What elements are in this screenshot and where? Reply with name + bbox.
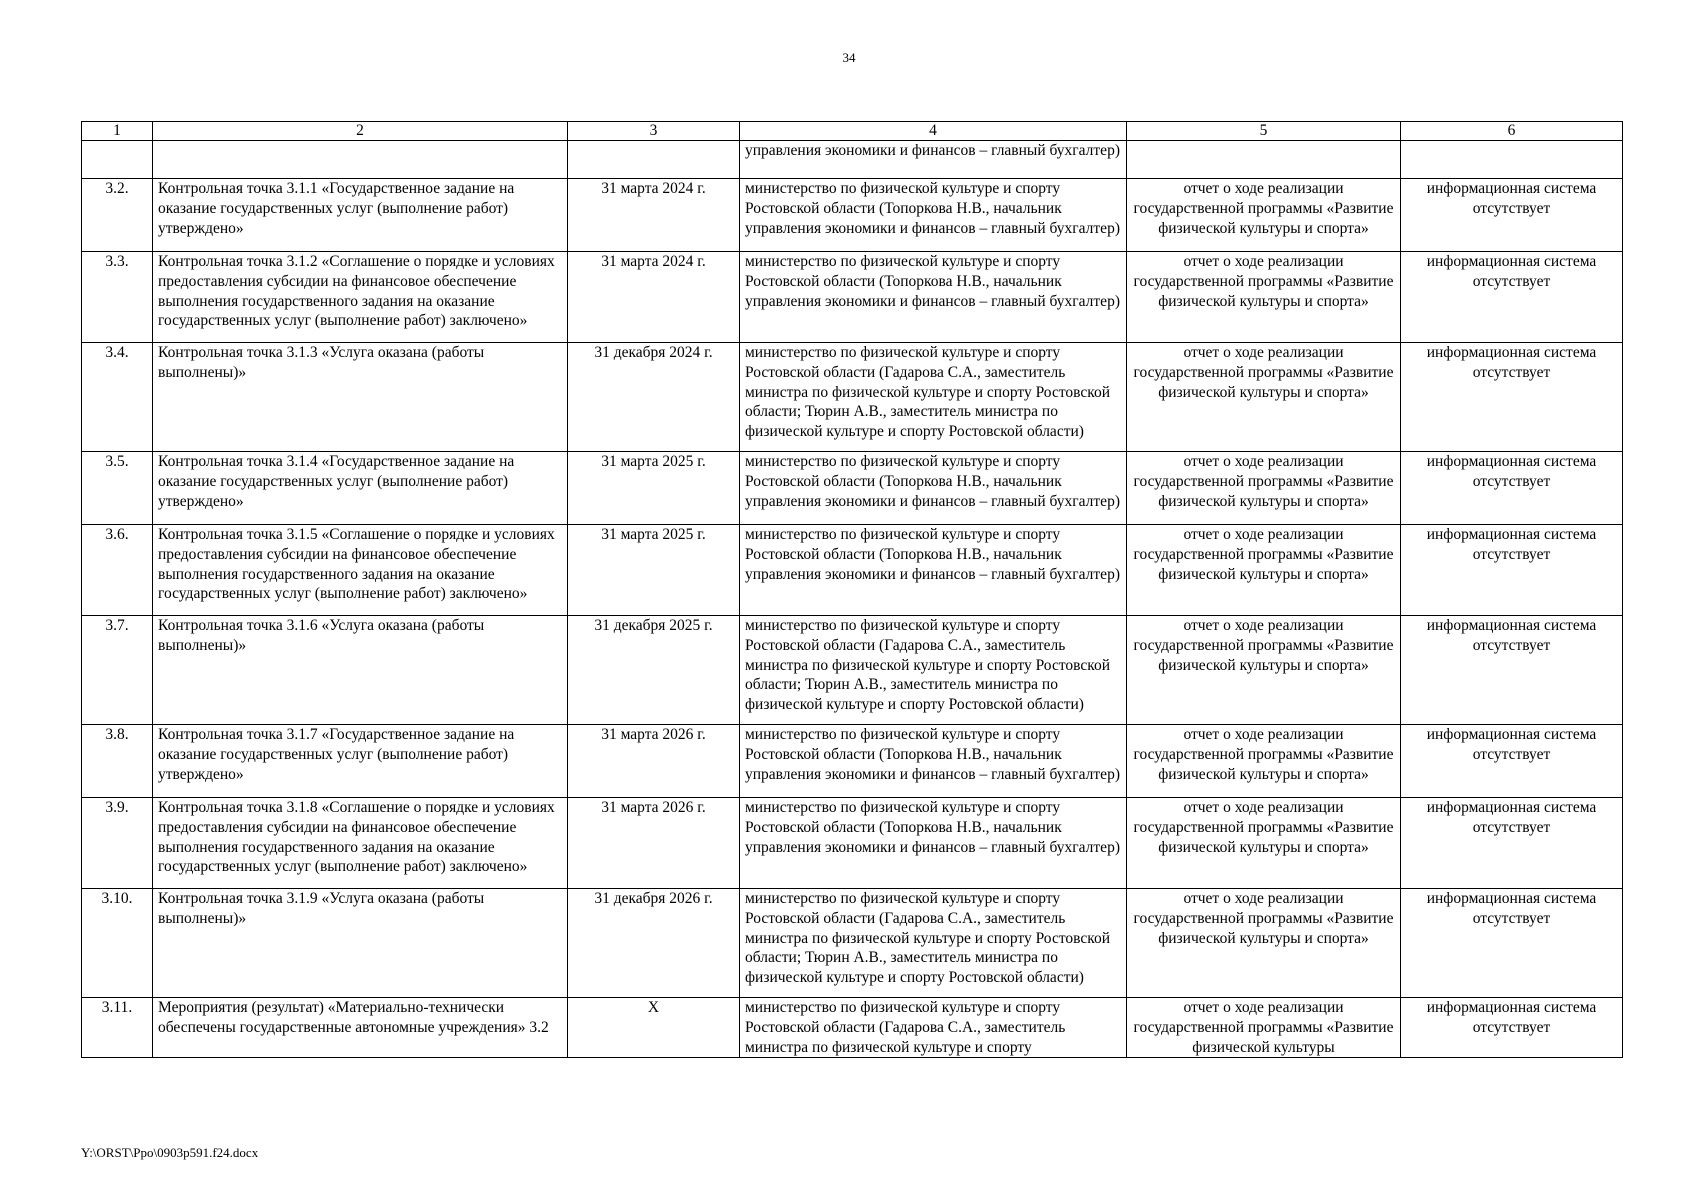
information-system-cell: информационная система отсутствует: [1401, 452, 1623, 525]
deadline-date-cell: 31 марта 2025 г.: [568, 525, 740, 616]
row-number-cell: 3.7.: [82, 616, 153, 725]
information-system-cell: [1401, 141, 1623, 179]
responsible-executor-cell: управления экономики и финансов – главный бухгалтер): [740, 141, 1127, 179]
row-number-cell: 3.5.: [82, 452, 153, 525]
row-number-cell: 3.4.: [82, 343, 153, 452]
event-name-cell: [153, 141, 568, 179]
responsible-executor-cell: министерство по физической культуре и спорту Ростовской области (Гадарова С.А., заместитель министра по физической культуре и спорту Ростовской области; Тюрин А.В., заместитель министра по физической культуре и спорту Ростовской области): [740, 616, 1127, 725]
row-number-cell: 3.6.: [82, 525, 153, 616]
confirming-document-cell: отчет о ходе реализации государственной программы «Развитие физической культуры и спорта»: [1127, 725, 1401, 798]
responsible-executor-cell: министерство по физической культуре и спорту Ростовской области (Топоркова Н.В., начальник управления экономики и финансов – главный бухгалтер): [740, 452, 1127, 525]
header-row: [82, 122, 1623, 141]
event-name-cell: Контрольная точка 3.1.8 «Соглашение о порядке и условиях предоставления субсидии на финансовое обеспечение выполнения государственного задания на оказание государственных услуг (выполнение работ) заключено»: [153, 798, 568, 889]
event-name-cell: Контрольная точка 3.1.2 «Соглашение о порядке и условиях предоставления субсидии на финансовое обеспечение выполнения государственного задания на оказание государственных услуг (выполнение работ) заключено»: [153, 252, 568, 343]
responsible-executor-cell: министерство по физической культуре и спорту Ростовской области (Гадарова С.А., заместитель министра по физической культуре и спорту Ростовской области; Тюрин А.В., заместитель министра по физической культуре и спорту Ростовской области): [740, 889, 1127, 998]
event-name-cell: Контрольная точка 3.1.4 «Государственное задание на оказание государственных услуг (выполнение работ) утверждено»: [153, 452, 568, 525]
information-system-cell: информационная система отсутствует: [1401, 725, 1623, 798]
event-name-cell: Контрольная точка 3.1.9 «Услуга оказана (работы выполнены)»: [153, 889, 568, 998]
responsible-executor-cell: министерство по физической культуре и спорту Ростовской области (Топоркова Н.В., начальник управления экономики и финансов – главный бухгалтер): [740, 798, 1127, 889]
header-cell: 6: [1401, 122, 1623, 141]
table-row: [82, 798, 1623, 889]
row-number-cell: 3.2.: [82, 179, 153, 252]
information-system-cell: информационная система отсутствует: [1401, 798, 1623, 889]
deadline-date-cell: 31 декабря 2024 г.: [568, 343, 740, 452]
table-row: [82, 998, 1623, 1058]
deadline-date-cell: 31 декабря 2025 г.: [568, 616, 740, 725]
deadline-date-cell: [568, 141, 740, 179]
information-system-cell: информационная система отсутствует: [1401, 889, 1623, 998]
header-cell: 2: [153, 122, 568, 141]
page-number: 34: [842, 50, 856, 65]
event-name-cell: Контрольная точка 3.1.5 «Соглашение о порядке и условиях предоставления субсидии на финансовое обеспечение выполнения государственного задания на оказание государственных услуг (выполнение работ) заключено»: [153, 525, 568, 616]
information-system-cell: информационная система отсутствует: [1401, 179, 1623, 252]
table-row: [82, 616, 1623, 725]
responsible-executor-cell: министерство по физической культуре и спорту Ростовской области (Гадарова С.А., заместитель министра по физической культуре и спорту Ростовской области; Тюрин А.В., заместитель министра по физической культуре и спорту Ростовской области): [740, 343, 1127, 452]
table-row: [82, 525, 1623, 616]
event-name-cell: Контрольная точка 3.1.1 «Государственное задание на оказание государственных услуг (выполнение работ) утверждено»: [153, 179, 568, 252]
deadline-date-cell: 31 марта 2026 г.: [568, 725, 740, 798]
confirming-document-cell: отчет о ходе реализации государственной программы «Развитие физической культуры и спорта»: [1127, 889, 1401, 998]
event-name-cell: Контрольная точка 3.1.3 «Услуга оказана (работы выполнены)»: [153, 343, 568, 452]
deadline-date-cell: 31 марта 2025 г.: [568, 452, 740, 525]
information-system-cell: информационная система отсутствует: [1401, 998, 1623, 1058]
confirming-document-cell: отчет о ходе реализации государственной программы «Развитие физической культуры: [1127, 998, 1401, 1058]
information-system-cell: информационная система отсутствует: [1401, 343, 1623, 452]
deadline-date-cell: 31 декабря 2026 г.: [568, 889, 740, 998]
footer-file-path: Y:\ORST\Ppo\0903p591.f24.docx: [81, 1145, 259, 1160]
event-name-cell: Контрольная точка 3.1.7 «Государственное задание на оказание государственных услуг (выполнение работ) утверждено»: [153, 725, 568, 798]
responsible-executor-cell: министерство по физической культуре и спорту Ростовской области (Топоркова Н.В., начальник управления экономики и финансов – главный бухгалтер): [740, 725, 1127, 798]
responsible-executor-cell: министерство по физической культуре и спорту Ростовской области (Топоркова Н.В., начальник управления экономики и финансов – главный бухгалтер): [740, 179, 1127, 252]
information-system-cell: информационная система отсутствует: [1401, 252, 1623, 343]
header-cell: 5: [1127, 122, 1401, 141]
header-cell: 4: [740, 122, 1127, 141]
table-row: [82, 889, 1623, 998]
table-body: [82, 141, 1623, 1058]
confirming-document-cell: [1127, 141, 1401, 179]
deadline-date-cell: Х: [568, 998, 740, 1058]
row-number-cell: 3.8.: [82, 725, 153, 798]
table-row: [82, 343, 1623, 452]
confirming-document-cell: отчет о ходе реализации государственной программы «Развитие физической культуры и спорта»: [1127, 252, 1401, 343]
information-system-cell: информационная система отсутствует: [1401, 616, 1623, 725]
event-name-cell: Мероприятия (результат) «Материально-технически обеспечены государственные автономные учреждения» 3.2: [153, 998, 568, 1058]
row-number-cell: 3.11.: [82, 998, 153, 1058]
table-row: [82, 452, 1623, 525]
header-cell: 1: [82, 122, 153, 141]
information-system-cell: информационная система отсутствует: [1401, 525, 1623, 616]
confirming-document-cell: отчет о ходе реализации государственной программы «Развитие физической культуры и спорта»: [1127, 179, 1401, 252]
row-number-cell: 3.10.: [82, 889, 153, 998]
responsible-executor-cell: министерство по физической культуре и спорту Ростовской области (Топоркова Н.В., начальник управления экономики и финансов – главный бухгалтер): [740, 252, 1127, 343]
table-row: [82, 725, 1623, 798]
table-row: [82, 141, 1623, 179]
table-row: [82, 252, 1623, 343]
row-number-cell: 3.9.: [82, 798, 153, 889]
plan-table: [81, 121, 1623, 1058]
row-number-cell: 3.3.: [82, 252, 153, 343]
confirming-document-cell: отчет о ходе реализации государственной программы «Развитие физической культуры и спорта»: [1127, 798, 1401, 889]
confirming-document-cell: отчет о ходе реализации государственной программы «Развитие физической культуры и спорта»: [1127, 343, 1401, 452]
deadline-date-cell: 31 марта 2024 г.: [568, 179, 740, 252]
responsible-executor-cell: министерство по физической культуре и спорту Ростовской области (Топоркова Н.В., начальник управления экономики и финансов – главный бухгалтер): [740, 525, 1127, 616]
responsible-executor-cell: министерство по физической культуре и спорту Ростовской области (Гадарова С.А., заместитель министра по физической культуре и спорту: [740, 998, 1127, 1058]
confirming-document-cell: отчет о ходе реализации государственной программы «Развитие физической культуры и спорта»: [1127, 525, 1401, 616]
deadline-date-cell: 31 марта 2024 г.: [568, 252, 740, 343]
event-name-cell: Контрольная точка 3.1.6 «Услуга оказана (работы выполнены)»: [153, 616, 568, 725]
header-cell: 3: [568, 122, 740, 141]
deadline-date-cell: 31 марта 2026 г.: [568, 798, 740, 889]
confirming-document-cell: отчет о ходе реализации государственной программы «Развитие физической культуры и спорта»: [1127, 616, 1401, 725]
confirming-document-cell: отчет о ходе реализации государственной программы «Развитие физической культуры и спорта»: [1127, 452, 1401, 525]
row-number-cell: [82, 141, 153, 179]
table-row: [82, 179, 1623, 252]
